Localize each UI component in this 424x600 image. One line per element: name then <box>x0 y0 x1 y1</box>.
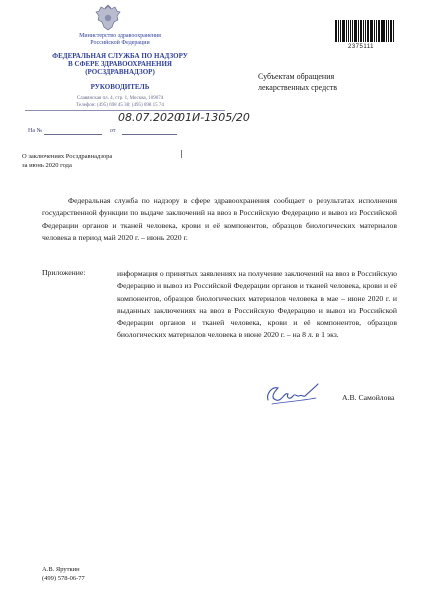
signer-name: А.В. Самойлова <box>342 393 395 402</box>
letter-body <box>42 195 397 244</box>
letterhead-address: Славянская пл. 4, стр. 1, Москва, 109074 <box>76 96 164 101</box>
ministry-name-line1: Министерство здравоохранения <box>79 33 161 39</box>
barcode-number: 2375111 <box>348 44 374 50</box>
na-label: На № <box>28 128 43 134</box>
service-name-line1: ФЕДЕРАЛЬНАЯ СЛУЖБА ПО НАДЗОРУ <box>52 52 188 60</box>
recipient-line1: Субъектам обращения <box>258 72 335 81</box>
attachment-text: информация о принятых заявлениях на получение заключений на ввоз в Российскую Федерацию и вывоз из Российской Федерации органов и тканей человека, крови и её компонентов, образцов биологических материалов человека в мае – июне 2020 г. и выданных заключениях на ввоз в Российскую Федерацию и вывоз из Российской Федерации органов и тканей человека, крови и её компонентов, образцов биологических материалов человека в июне 2020 г. – на 8 л. в 1 экз. <box>117 269 397 340</box>
handwritten-signature <box>262 376 322 410</box>
letterhead-phone: Телефон: (495) 698 45 38; (495) 698 15 74 <box>76 103 164 108</box>
head-title: РУКОВОДИТЕЛЬ <box>90 83 150 91</box>
attachment-label: Приложение: <box>42 268 86 277</box>
subject-line2: за июнь 2020 года <box>22 162 72 169</box>
subject-line1: О заключениях Росздравнадзора <box>22 153 113 160</box>
recipient-line2: лекарственных средств <box>258 83 338 92</box>
service-name-line2: В СФЕРЕ ЗДРАВООХРАНЕНИЯ <box>68 60 172 68</box>
executor-phone: (499) 578-06-77 <box>42 575 85 582</box>
coat-of-arms-emblem <box>95 4 121 32</box>
service-name-line3: (РОСЗДРАВНАДЗОР) <box>85 68 155 76</box>
subject-bracket <box>181 150 182 158</box>
reference-number-line <box>44 134 102 135</box>
executor-name: А.В. Яруткин <box>42 566 80 573</box>
body-paragraph: Федеральная служба по надзору в сфере здравоохранения сообщает о результатах исполнения государственной функции по выдаче заключений на ввоз в Российскую Федерацию и вывоз из Российской Федерации органов и тканей человека, крови и её компонентов, образцов биологических материалов человека в период май 2020 г. – июнь 2020 г. <box>42 196 397 242</box>
reference-row <box>28 128 42 134</box>
ministry-name-line2: Российской Федерации <box>90 40 150 46</box>
handwritten-date: 08.07.2020 <box>118 111 181 124</box>
reference-date-line <box>122 134 177 135</box>
ot-label: от <box>110 128 116 134</box>
barcode <box>335 20 395 42</box>
handwritten-number: 01И-1305/20 <box>178 111 250 124</box>
